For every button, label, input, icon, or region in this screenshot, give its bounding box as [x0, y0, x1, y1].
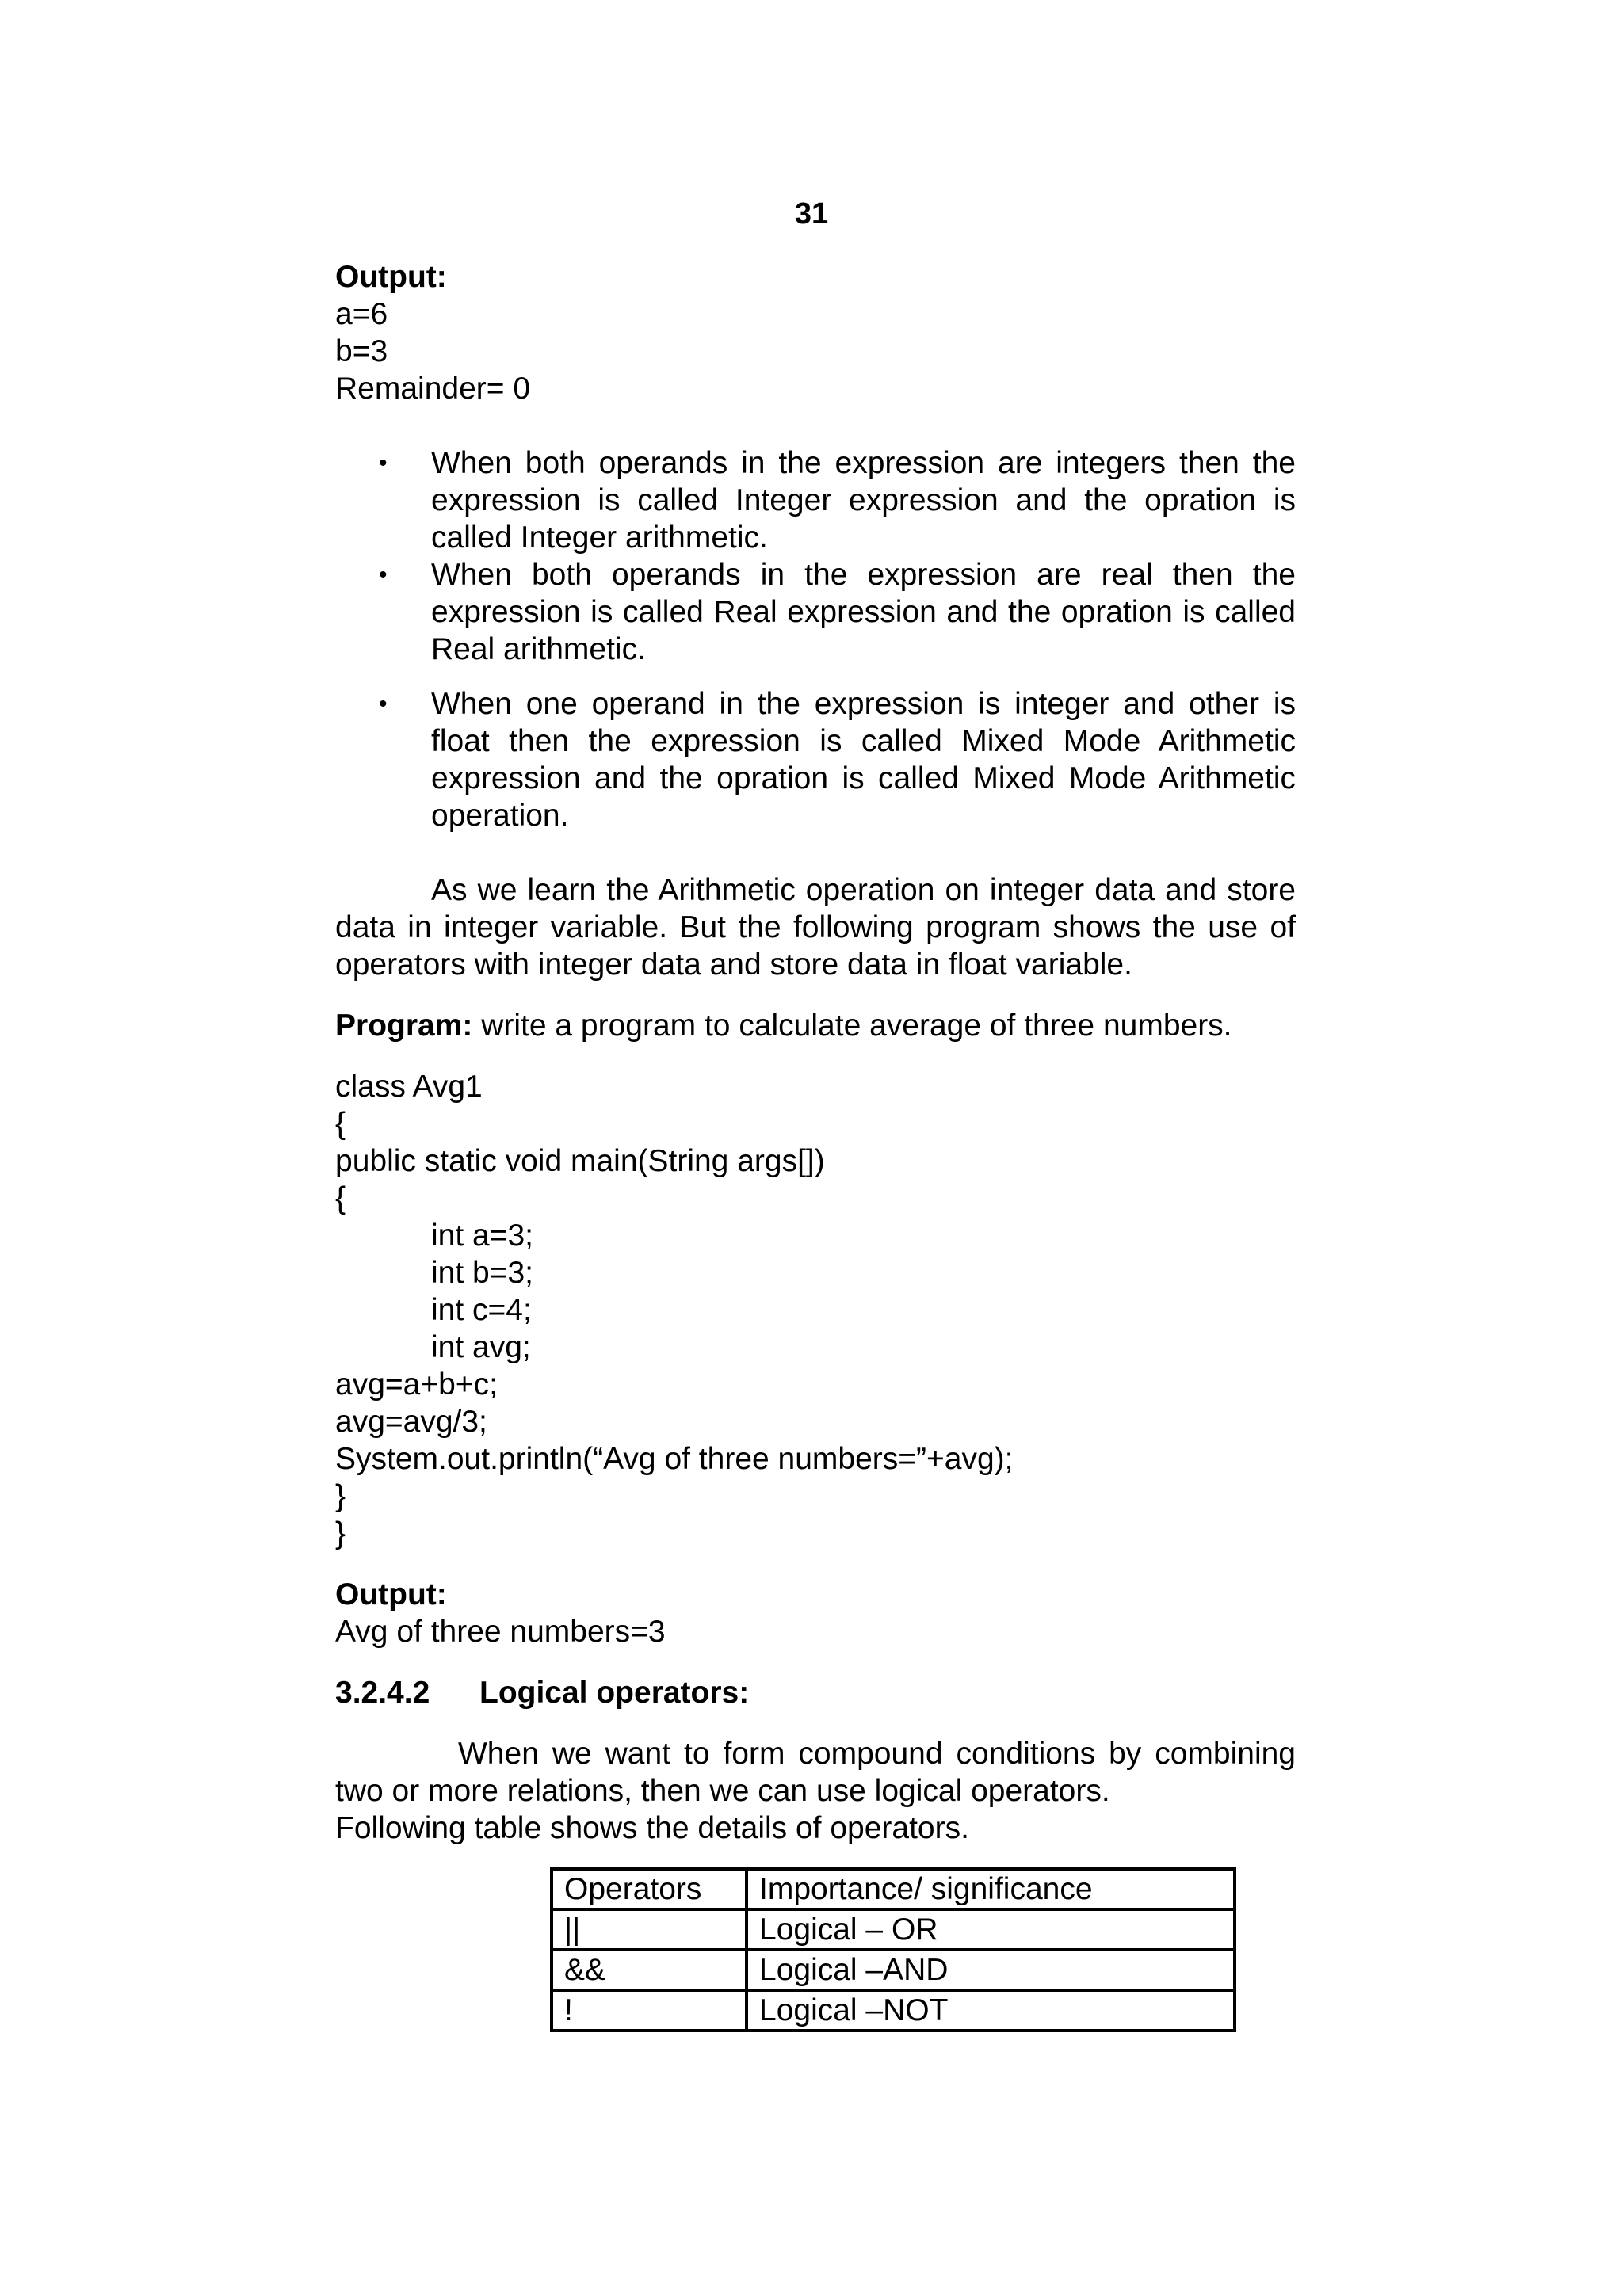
table-row	[552, 1990, 1235, 2031]
output-line: Remainder= 0	[335, 372, 531, 406]
bullet-list	[335, 444, 1296, 834]
paragraph: When we want to form compound conditions by combining two or more relations, then we can use logical operators.	[335, 1737, 1296, 1808]
section-title: Logical operators:	[479, 1676, 750, 1710]
code-line: int c=4;	[431, 1293, 532, 1327]
output-heading: Output:	[335, 1577, 447, 1611]
output-line: Avg of three numbers=3	[335, 1615, 666, 1649]
code-line: }	[335, 1479, 346, 1513]
code-line: avg=avg/3;	[335, 1405, 487, 1439]
table-row	[552, 1909, 1235, 1950]
code-line: int a=3;	[431, 1219, 534, 1253]
code-line: }	[335, 1516, 346, 1550]
bullet-text: When both operands in the expression are integers then the expression is called Integer expression and the opration is called Integer arithmetic.	[431, 446, 1296, 555]
table-cell: Logical –NOT	[747, 1990, 1235, 2031]
code-line: {	[335, 1107, 346, 1141]
section-number: 3.2.4.2	[335, 1676, 430, 1710]
program-statement	[335, 1007, 1296, 1044]
table-header-row	[552, 1869, 1235, 1909]
page-content	[335, 258, 1296, 2032]
table-cell: &&	[552, 1950, 747, 1990]
output-block-2	[335, 1576, 1296, 1650]
operators-table	[550, 1867, 1236, 2032]
table-cell: ||	[552, 1909, 747, 1950]
output-block-1	[335, 258, 1296, 407]
code-line: System.out.println(“Avg of three numbers=”+avg);	[335, 1442, 1014, 1476]
table-cell: !	[552, 1990, 747, 2031]
program-label: Program:	[335, 1009, 473, 1043]
bullet-icon: •	[379, 450, 388, 476]
paragraph: As we learn the Arithmetic operation on integer data and store data in integer variable. But the following program shows the use of operators with integer data and store data in float variable.	[335, 873, 1296, 982]
code-line: int b=3;	[431, 1256, 534, 1290]
code-line: avg=a+b+c;	[335, 1367, 498, 1402]
bullet-item	[335, 444, 1296, 556]
bullet-item	[335, 556, 1296, 668]
output-line: b=3	[335, 334, 388, 368]
code-line: int avg;	[431, 1330, 531, 1364]
table-header-cell: Importance/ significance	[747, 1869, 1235, 1909]
bullet-text: When both operands in the expression are real then the expression is called Real expression and the opration is called Real arithmetic.	[431, 558, 1296, 666]
bullet-text: When one operand in the expression is integer and other is float then the expression is called Mixed Mode Arithmetic expression and the opration is called Mixed Mode Arithmetic operation.	[431, 687, 1296, 833]
output-heading: Output:	[335, 260, 447, 294]
page-number: 31	[794, 197, 829, 231]
table-cell: Logical –AND	[747, 1950, 1235, 1990]
code-line: class Avg1	[335, 1070, 483, 1104]
table-cell: Logical – OR	[747, 1909, 1235, 1950]
code-line: {	[335, 1181, 346, 1215]
paragraph-line: Following table shows the details of operators.	[335, 1811, 969, 1845]
code-block	[335, 1068, 1296, 1552]
program-description: write a program to calculate average of three numbers.	[472, 1009, 1232, 1043]
table-row	[552, 1950, 1235, 1990]
output-line: a=6	[335, 297, 388, 331]
bullet-icon: •	[379, 691, 388, 717]
section-heading	[335, 1674, 1296, 1711]
table-header-cell: Operators	[552, 1869, 747, 1909]
code-line: public static void main(String args[])	[335, 1144, 825, 1178]
bullet-icon: •	[379, 562, 388, 588]
bullet-item	[335, 685, 1296, 834]
